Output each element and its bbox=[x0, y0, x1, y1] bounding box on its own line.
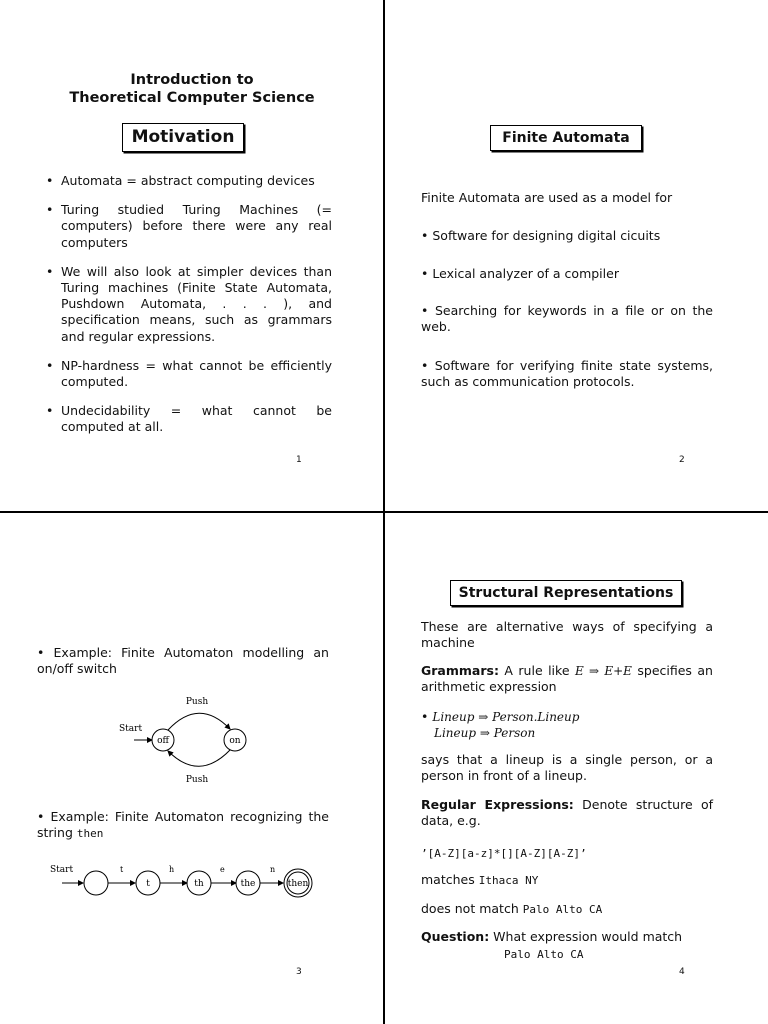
push-edge-top bbox=[168, 713, 230, 730]
slide-heading: Finite Automata bbox=[490, 125, 642, 151]
push-edge-bottom bbox=[168, 750, 230, 766]
edge-label-h: h bbox=[169, 865, 175, 874]
page-number: 2 bbox=[679, 455, 685, 465]
intro-text: These are alternative ways of specifying a machine bbox=[421, 619, 713, 651]
question-text: Question: What expression would match bbox=[421, 929, 683, 944]
start-label: Start bbox=[119, 724, 143, 734]
push-top-label: Push bbox=[185, 697, 209, 707]
lineup-explanation: says that a lineup is a single person, or a person in front of a lineup. bbox=[421, 752, 713, 784]
list-item: • Lexical analyzer of a compiler bbox=[421, 266, 619, 281]
state-off-label: off bbox=[157, 736, 169, 746]
edge-label-e: e bbox=[220, 865, 225, 874]
slide-heading: Structural Representations bbox=[450, 580, 682, 606]
edge-label-t: t bbox=[120, 865, 124, 874]
then-automaton-diagram bbox=[40, 857, 330, 907]
state-on-label: on bbox=[229, 736, 241, 746]
svg-text:th: th bbox=[194, 879, 204, 889]
intro-text: Finite Automata are used as a model for bbox=[421, 190, 673, 205]
grammars-text: Grammars: A rule like E ⇒ E+E specifies an arithmetic expression bbox=[421, 663, 713, 695]
bullet-item: • Undecidability = what cannot be computed at all. bbox=[46, 403, 332, 435]
list-item: • Searching for keywords in a file or on the web. bbox=[421, 303, 713, 335]
motivation-bullets bbox=[46, 173, 332, 449]
example-then-text: • Example: Finite Automaton recognizing the string then bbox=[37, 809, 329, 841]
question-code: Palo Alto CA bbox=[504, 948, 584, 961]
svg-text:then: then bbox=[287, 879, 309, 889]
nomatch-text: does not match Palo Alto CA bbox=[421, 901, 603, 916]
bullet-item: • Automata = abstract computing devices bbox=[46, 173, 315, 188]
page-number: 4 bbox=[679, 967, 685, 977]
slide-motivation bbox=[0, 0, 384, 512]
example-switch-text: • Example: Finite Automaton modelling an on/off switch bbox=[37, 645, 329, 677]
lineup-rules: • Lineup ⇒ Person.Lineup Lineup ⇒ Person bbox=[421, 709, 580, 741]
bullet-item: • Turing studied Turing Machines (= computers) before there were any real computers bbox=[46, 202, 332, 250]
page-number: 3 bbox=[296, 967, 302, 977]
course-title: Introduction to Theoretical Computer Science bbox=[69, 72, 315, 106]
list-item: • Software for designing digital cicuits bbox=[421, 228, 661, 243]
slide-structural-representations bbox=[384, 512, 768, 1024]
svg-text:t: t bbox=[146, 879, 150, 889]
edge-label-n: n bbox=[270, 865, 276, 874]
list-item: • Software for verifying finite state systems, such as communication protocols. bbox=[421, 358, 713, 390]
push-bottom-label: Push bbox=[185, 775, 209, 785]
svg-text:the: the bbox=[240, 879, 256, 889]
bullet-item: • NP-hardness = what cannot be efficiently computed. bbox=[46, 357, 332, 390]
switch-automaton-diagram bbox=[110, 692, 270, 792]
start-label: Start bbox=[50, 865, 74, 875]
page-number: 1 bbox=[296, 455, 302, 465]
slide-examples bbox=[0, 512, 384, 1024]
regex-example: ’[A-Z][a-z]*[][A-Z][A-Z]’ bbox=[421, 847, 587, 860]
state-0 bbox=[84, 871, 108, 895]
slide-heading: Motivation bbox=[122, 123, 244, 152]
slide-finite-automata bbox=[384, 0, 768, 512]
bullet-item: • We will also look at simpler devices than Turing machines (Finite State Automata, Pushdown Automata, . . . ), and specification means, such as grammars and regular expressions. bbox=[46, 263, 332, 344]
regex-text: Regular Expressions: Denote structure of data, e.g. bbox=[421, 797, 714, 829]
matches-text: matches Ithaca NY bbox=[421, 872, 539, 887]
